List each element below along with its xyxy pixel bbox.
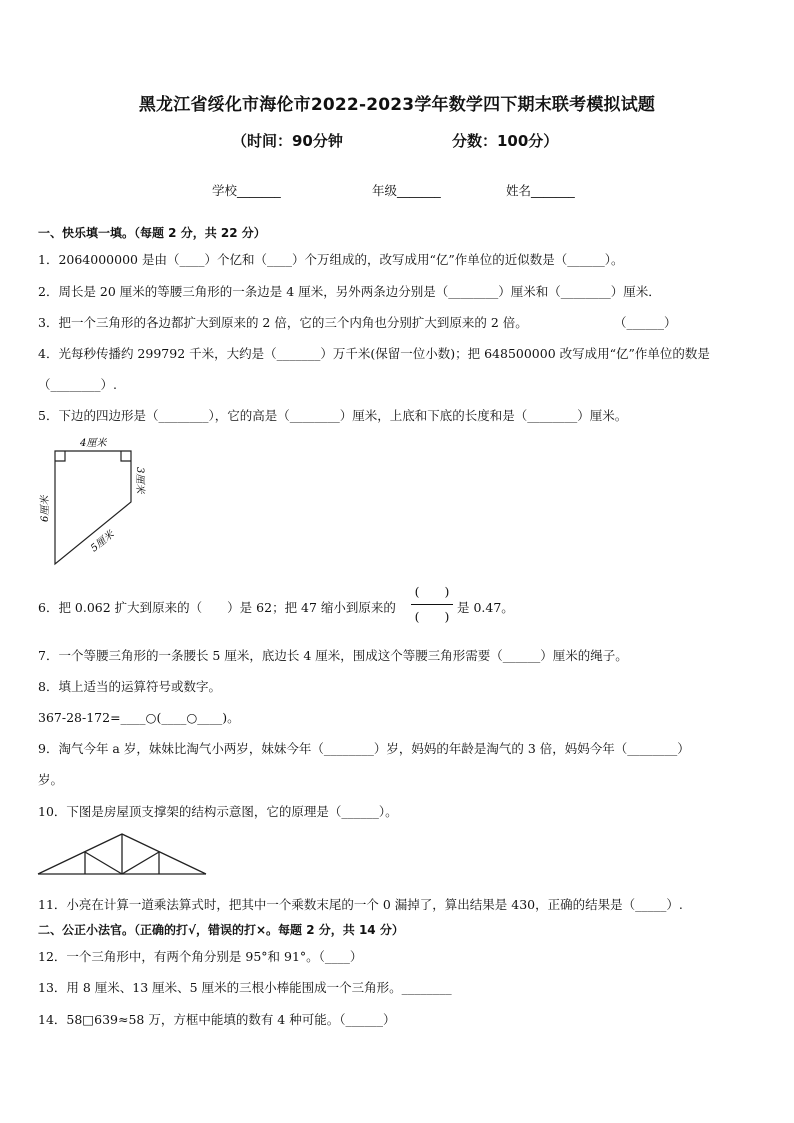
question-5: 5．下边的四边形是（________），它的高是（________）厘米，上底和下底的长度和是（________）厘米。 xyxy=(38,408,628,423)
exam-time: （时间：90分钟 xyxy=(232,132,343,150)
section1-heading: 一、快乐填一填。（每题 2 分，共 22 分） xyxy=(38,226,266,240)
question-6-part2: 是 0.47。 xyxy=(457,600,514,615)
fraction-denominator: ( ) xyxy=(414,609,450,624)
right-angle-mark-right xyxy=(121,451,131,461)
question-8: 8．填上适当的运算符号或数字。 xyxy=(38,679,221,694)
page-title: 黑龙江省绥化市海伦市2022-2023学年数学四下期末联考模拟试题 xyxy=(138,95,656,115)
exam-score: 分数：100分） xyxy=(452,132,559,150)
right-angle-mark-left xyxy=(55,451,65,461)
label-left: 6厘米 xyxy=(40,495,51,522)
question-6-part1: 6．把 0.062 扩大到原来的（ ）是 62；把 47 缩小到原来的 xyxy=(38,600,396,615)
label-top: 4厘米 xyxy=(80,438,107,449)
question-9-line1: 9．淘气今年 a 岁，妹妹比淘气小两岁，妹妹今年（________）岁，妈妈的年龄是淘气的 3 倍，妈妈今年（________） xyxy=(38,741,690,756)
grade-field: 年级_______ xyxy=(372,183,441,198)
question-13: 13．用 8 厘米、13 厘米、5 厘米的三根小棒能围成一个三角形。________ xyxy=(38,980,452,995)
question-10: 10．下图是房屋顶支撑架的结构示意图，它的原理是（______）。 xyxy=(38,804,398,819)
question-9-line2: 岁。 xyxy=(38,772,64,787)
question-14: 14．58□639≈58 万，方框中能填的数有 4 种可能。（______） xyxy=(38,1012,396,1027)
question-1: 1．2064000000 是由（____）个亿和（____）个万组成的，改写成用“亿”作单位的近似数是（______）。 xyxy=(38,252,624,267)
name-field: 姓名_______ xyxy=(506,183,575,198)
question-11: 11．小亮在计算一道乘法算式时，把其中一个乘数末尾的一个 0 漏掉了，算出结果是 430，正确的结果是（_____）. xyxy=(38,897,683,912)
label-right: 3厘米 xyxy=(134,467,145,494)
question-2: 2．周长是 20 厘米的等腰三角形的一条边是 4 厘米，另外两条边分别是（________）厘米和（________）厘米． xyxy=(38,284,661,299)
fraction-numerator: ( ) xyxy=(414,584,450,599)
question-12: 12．一个三角形中，有两个角分别是 95°和 91°。（____） xyxy=(38,949,363,964)
fraction-bar xyxy=(411,604,453,605)
question-3-blank: （______） xyxy=(614,315,677,330)
school-field: 学校_______ xyxy=(212,183,281,198)
question-3: 3．把一个三角形的各边都扩大到原来的 2 倍，它的三个内角也分别扩大到原来的 2 倍。 xyxy=(38,315,528,330)
question-4-line1: 4．光每秒传播约 299792 千米，大约是（_______）万千米(保留一位小数)；把 648500000 改写成用“亿”作单位的数是 xyxy=(38,346,710,361)
label-slant: 5厘米 xyxy=(88,529,117,555)
roof-truss-figure xyxy=(30,828,215,880)
question-8-expression: 367-28-172=____○(____○____)。 xyxy=(38,710,240,725)
section2-heading: 二、公正小法官。（正确的打√，错误的打×。每题 2 分，共 14 分） xyxy=(38,923,404,937)
question-4-line2: （________）. xyxy=(38,377,117,392)
question-7: 7．一个等腰三角形的一条腰长 5 厘米，底边长 4 厘米，围成这个等腰三角形需要（______）厘米的绳子。 xyxy=(38,648,628,663)
trapezoid-figure xyxy=(30,434,160,574)
